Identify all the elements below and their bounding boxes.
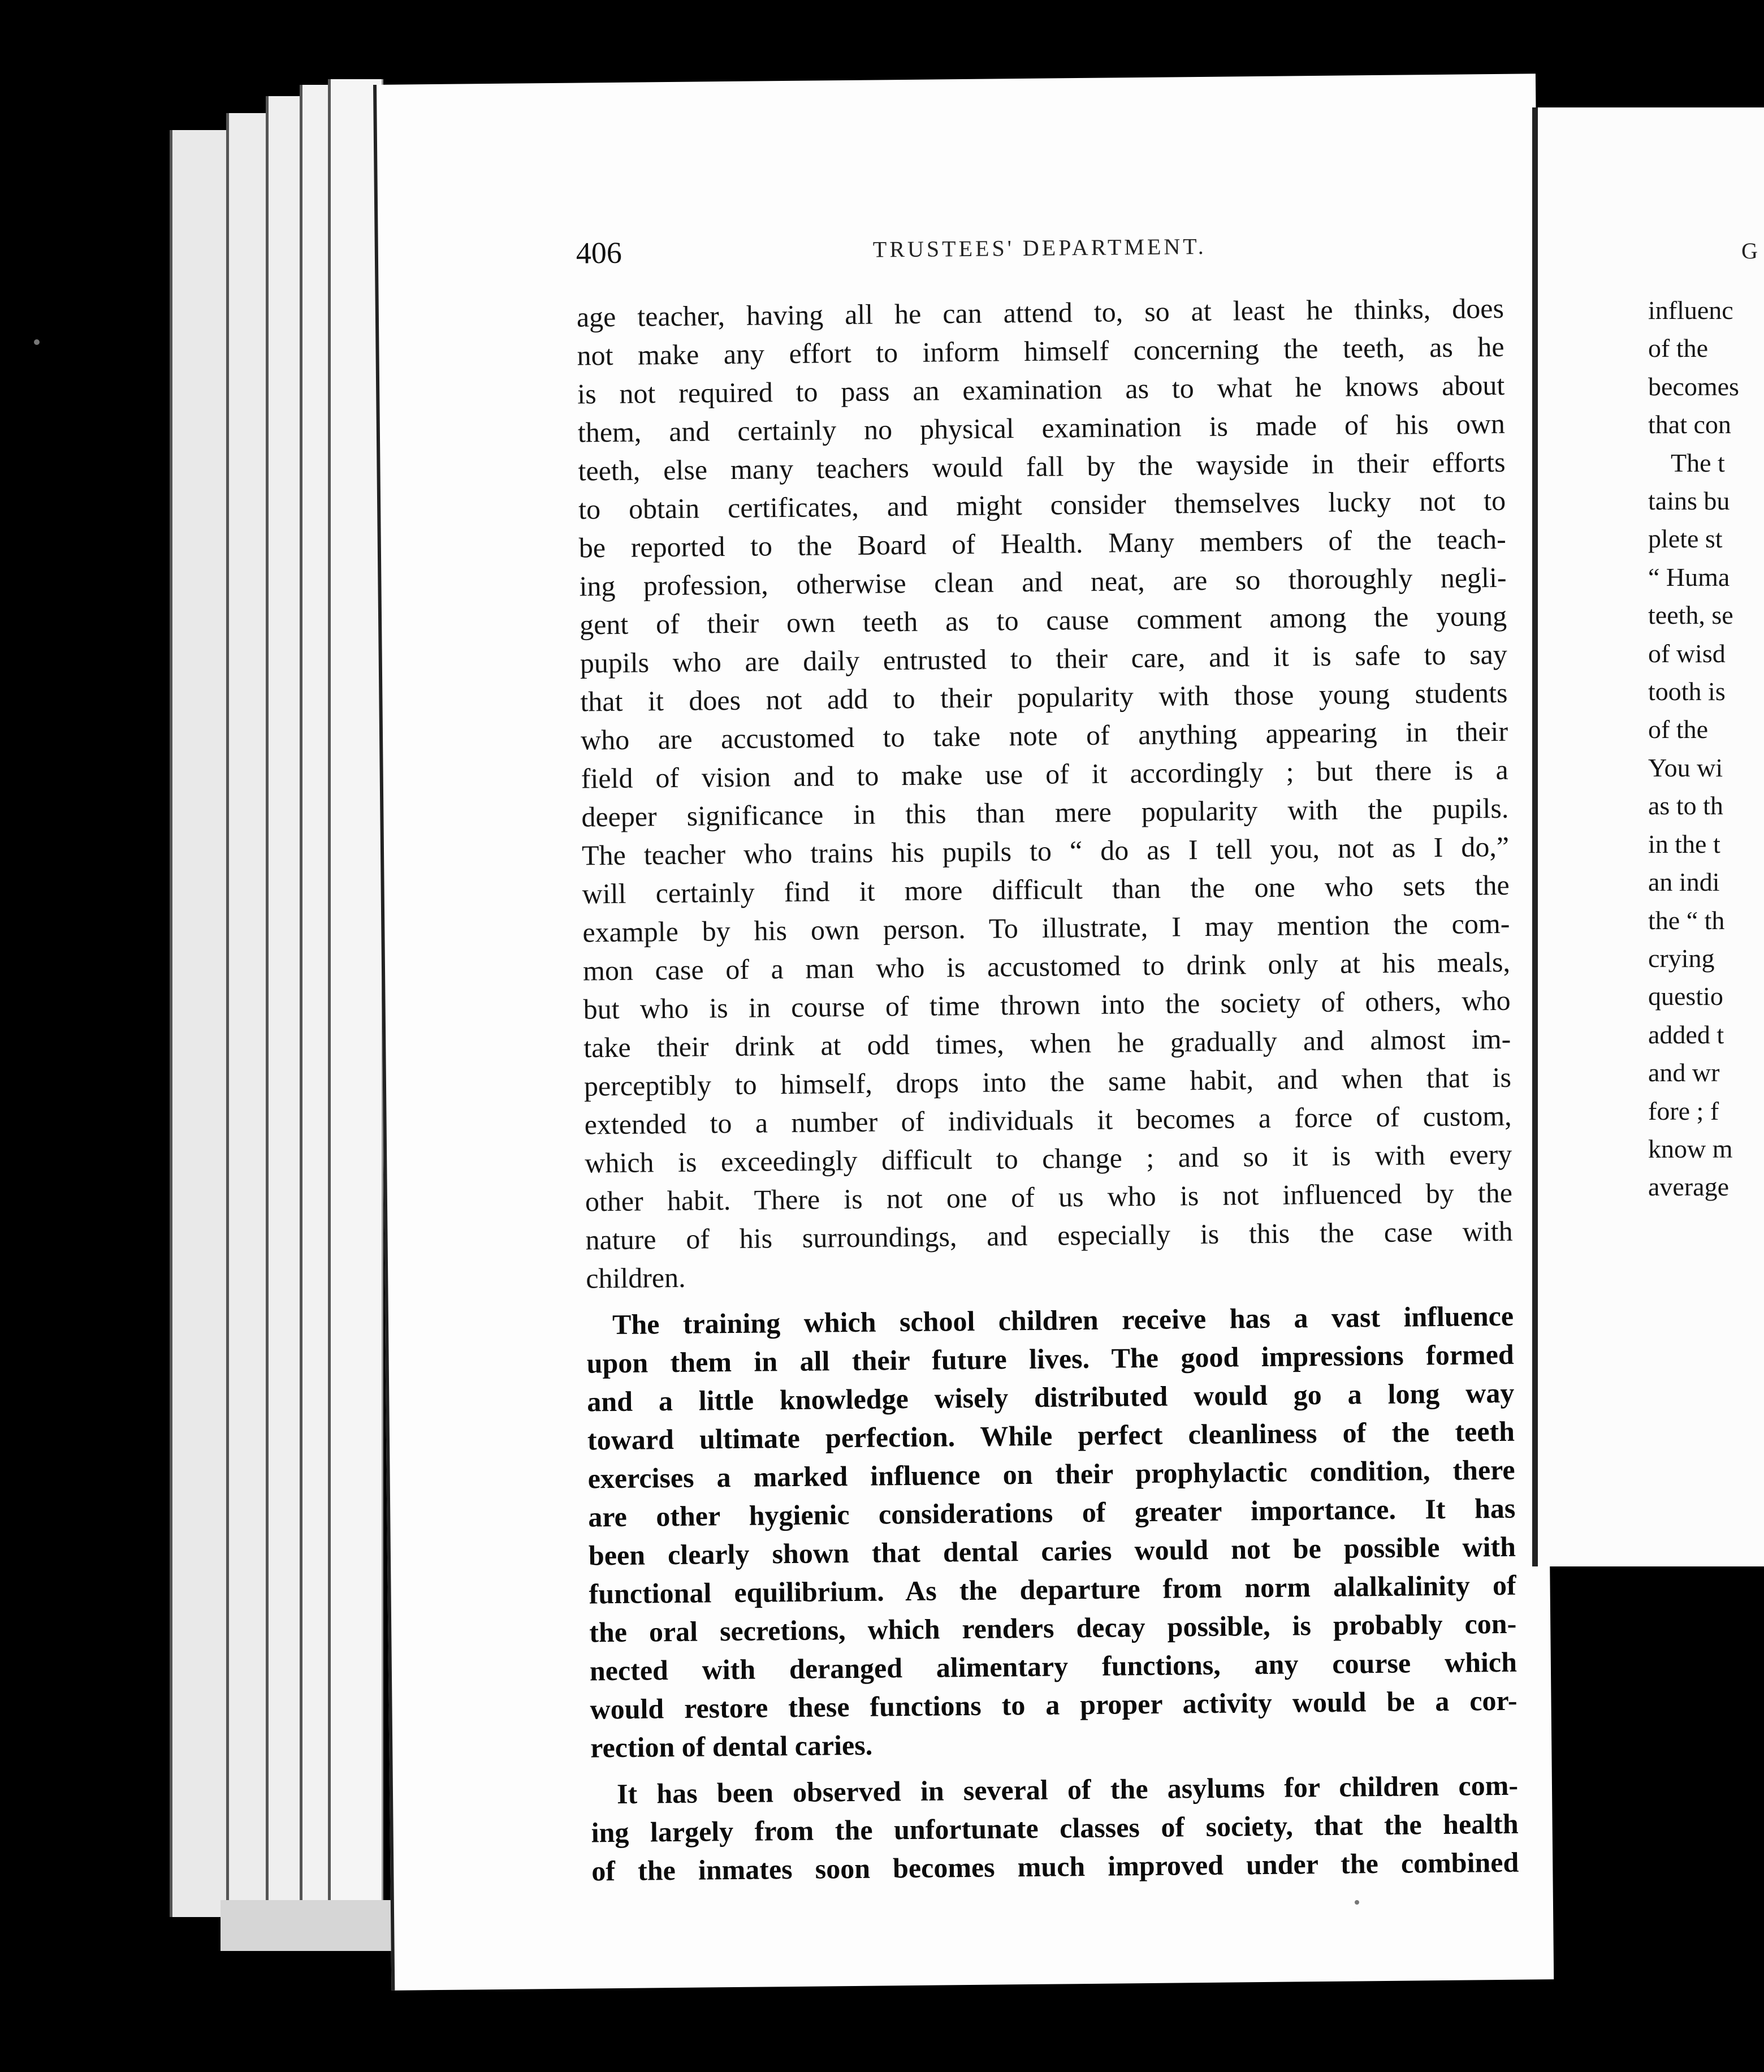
paragraph bbox=[586, 1297, 1518, 1767]
text-line: The teacher who trains his pupils to “ do as I tell you, not as I do,” bbox=[581, 830, 1510, 871]
body-text bbox=[577, 289, 1519, 1890]
text-line: ing profession, otherwise clean and neat, are so thoroughly negli- bbox=[579, 561, 1507, 602]
facing-page-line: in the t bbox=[1648, 829, 1720, 858]
facing-page-line: the “ th bbox=[1648, 905, 1725, 935]
text-line: mon case of a man who is accustomed to drink only at his meals, bbox=[582, 946, 1511, 987]
facing-page-line: becomes bbox=[1648, 372, 1739, 401]
facing-page-line: that con bbox=[1648, 410, 1731, 439]
text-line: take their drink at odd times, when he gradually and almost im- bbox=[583, 1022, 1511, 1064]
page-edge-stack-6 bbox=[220, 1900, 413, 1951]
facing-page-line: added t bbox=[1648, 1020, 1724, 1049]
facing-page-line: as to th bbox=[1648, 791, 1723, 821]
facing-page-line: average bbox=[1648, 1172, 1729, 1202]
text-line: rection of dental caries. bbox=[590, 1729, 873, 1764]
text-line: example by his own person. To illustrate, I may mention the com- bbox=[582, 907, 1510, 948]
text-line: It has been observed in several of the asylums for children com- bbox=[616, 1769, 1519, 1810]
text-line: field of vision and to make use of it accordingly ; but there is a bbox=[581, 753, 1508, 795]
facing-page-line: teeth, se bbox=[1648, 601, 1733, 630]
text-line: toward ultimate perfection. While perfect cleanliness of the teeth bbox=[587, 1415, 1515, 1456]
text-line: The training which school children receive has a vast influence bbox=[612, 1300, 1514, 1341]
running-head: TRUSTEES' DEPARTMENT. bbox=[872, 233, 1207, 262]
paragraph bbox=[591, 1766, 1519, 1890]
text-line: children. bbox=[586, 1261, 686, 1294]
facing-page-line: of the bbox=[1648, 715, 1709, 744]
text-line: been clearly shown that dental caries would not be possible with bbox=[588, 1530, 1516, 1572]
paragraph bbox=[577, 289, 1514, 1298]
text-line: extended to a number of individuals it becomes a force of custom, bbox=[584, 1099, 1512, 1141]
facing-page-running-head: G bbox=[1741, 238, 1758, 264]
text-line: ing largely from the unfortunate classes of society, that the health bbox=[591, 1807, 1519, 1849]
text-line: deeper significance in this than mere popularity with the pupils. bbox=[581, 792, 1509, 833]
facing-page-line: of wisd bbox=[1648, 638, 1726, 668]
text-line: them, and certainly no physical examination is made of his own bbox=[577, 407, 1506, 448]
facing-page-line: know m bbox=[1648, 1134, 1733, 1163]
text-line: are other hygienic considerations of greater importance. It has bbox=[588, 1492, 1516, 1533]
page-edge-stack-5 bbox=[328, 79, 383, 1951]
facing-page-line: plete st bbox=[1648, 524, 1723, 554]
page-number: 406 bbox=[576, 235, 622, 270]
facing-page-line: an indi bbox=[1648, 867, 1720, 897]
facing-page-line: tains bu bbox=[1648, 486, 1730, 516]
text-line: gent of their own teeth as to cause comment among the young bbox=[579, 599, 1507, 641]
facing-page-line: of the bbox=[1648, 334, 1709, 363]
text-line: upon them in all their future lives. The good impressions formed bbox=[586, 1338, 1514, 1379]
facing-page-line: questio bbox=[1648, 982, 1723, 1011]
text-line: nature of his surroundings, and especially is this the case with bbox=[585, 1215, 1513, 1256]
text-line: which is exceedingly difficult to change ; and so it is with every bbox=[585, 1138, 1512, 1179]
text-line: pupils who are daily entrusted to their care, and it is safe to say bbox=[580, 638, 1508, 679]
facing-page-line: The t bbox=[1671, 448, 1725, 477]
facing-page-line: tooth is bbox=[1648, 677, 1726, 706]
facing-page-line: crying bbox=[1648, 943, 1715, 973]
text-line: teeth, else many teachers would fall by the wayside in their efforts bbox=[578, 446, 1506, 487]
text-line: exercises a marked influence on their prophylactic condition, there bbox=[587, 1453, 1515, 1495]
page-header bbox=[576, 227, 1504, 292]
text-line: of the inmates soon becomes much improved under the combined bbox=[591, 1846, 1519, 1887]
text-line: functional equilibrium. As the departure from norm alalkalinity of bbox=[589, 1569, 1516, 1610]
facing-page-line: “ Huma bbox=[1648, 562, 1730, 592]
text-line: other habit. There is not one of us who is not influenced by the bbox=[585, 1176, 1513, 1218]
text-line: not make any effort to inform himself concerning the teeth, as he bbox=[577, 330, 1504, 372]
text-line: will certainly find it more difficult than the one who sets the bbox=[582, 869, 1510, 910]
text-line: nected with deranged alimentary functions, any course which bbox=[589, 1646, 1517, 1687]
facing-page-line: fore ; f bbox=[1648, 1096, 1719, 1125]
text-line: perceptibly to himself, drops into the same habit, and when that is bbox=[583, 1061, 1512, 1102]
facing-page-line: You wi bbox=[1648, 753, 1723, 782]
facing-page-text bbox=[1648, 291, 1739, 1206]
text-line: be reported to the Board of Health. Many members of the teach- bbox=[578, 523, 1507, 564]
text-line: to obtain certificates, and might consider themselves lucky not to bbox=[578, 484, 1506, 525]
text-line: the oral secretions, which renders decay possible, is probably con- bbox=[589, 1607, 1517, 1648]
text-line: who are accustomed to take note of anything appearing in their bbox=[580, 715, 1508, 756]
text-line: that it does not add to their popularity with those young students bbox=[580, 676, 1508, 718]
text-line: is not required to pass an examination as to what he knows about bbox=[577, 369, 1505, 410]
facing-page bbox=[1532, 107, 1764, 1566]
dust-speck bbox=[1355, 1900, 1359, 1905]
text-line: would restore these functions to a proper activity would be a cor- bbox=[590, 1684, 1517, 1725]
text-line: but who is in course of time thrown into the society of others, who bbox=[583, 984, 1511, 1025]
dust-speck bbox=[34, 339, 40, 345]
facing-page-line: and wr bbox=[1648, 1058, 1720, 1087]
text-line: age teacher, having all he can attend to, so at least he thinks, does bbox=[576, 292, 1504, 333]
text-line: and a little knowledge wisely distributed would go a long way bbox=[587, 1376, 1515, 1418]
facing-page-line: influenc bbox=[1648, 296, 1733, 325]
book-page bbox=[373, 74, 1554, 1991]
